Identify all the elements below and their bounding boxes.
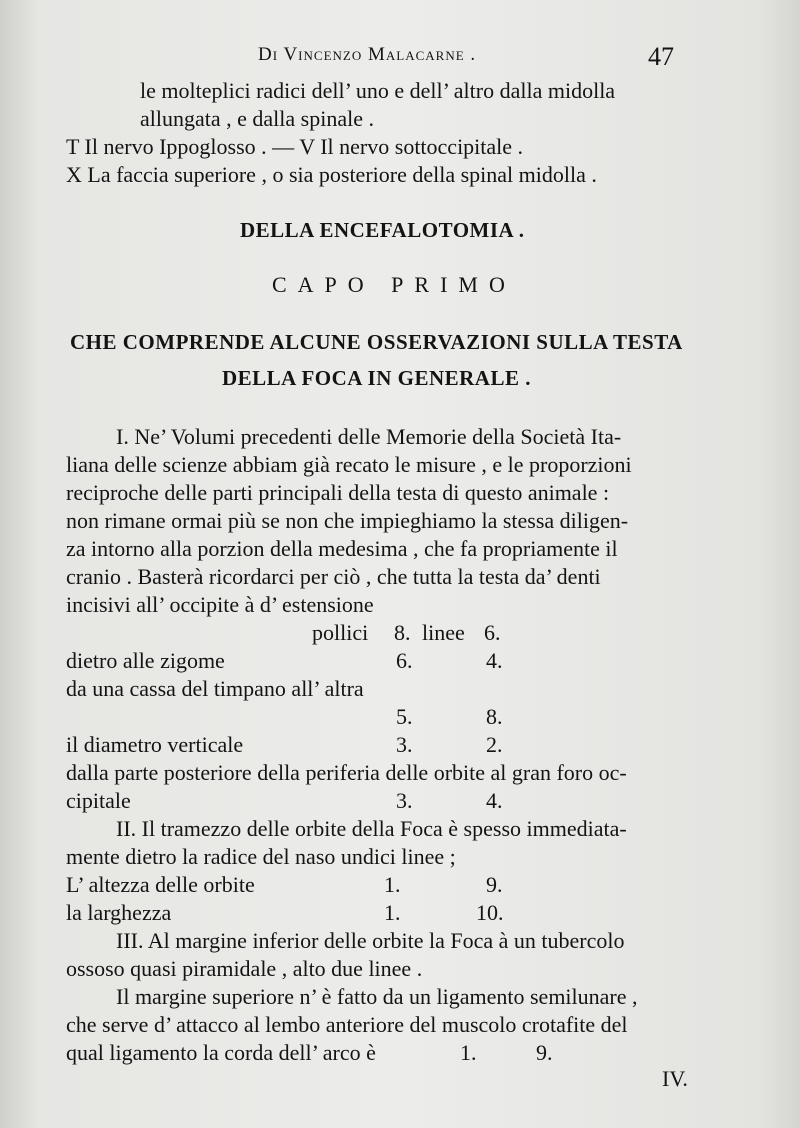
measure-value-first: 3. bbox=[396, 732, 413, 757]
text-line: I. Ne’ Volumi precedenti delle Memorie della Società Ita- bbox=[116, 424, 622, 449]
text-line: cranio . Basterà ricordarci per ciò , che tutta la testa da’ denti bbox=[66, 564, 601, 589]
text-line: non rimane ormai più se non che impieghiamo la stessa diligen- bbox=[66, 508, 629, 533]
measure-value-second: 2. bbox=[486, 732, 503, 757]
measure-unit-label: linee bbox=[422, 620, 465, 645]
text-line: T Il nervo Ippoglosso . — V Il nervo sottoccipitale . bbox=[66, 134, 524, 159]
measure-label: cipitale bbox=[66, 788, 131, 813]
measure-label: da una cassa del timpano all’ altra bbox=[66, 676, 364, 701]
measure-value-first: 1. bbox=[460, 1040, 477, 1065]
measure-value-second: 9. bbox=[486, 872, 503, 897]
chapter-title: CAPO PRIMO bbox=[272, 272, 516, 297]
text-line: III. Al margine inferior delle orbite la Foca à un tubercolo bbox=[116, 928, 625, 953]
measure-value-second: 6. bbox=[484, 620, 501, 645]
text-line: ossoso quasi piramidale , alto due linee . bbox=[66, 956, 423, 981]
text-line: X La faccia superiore , o sia posteriore della spinal midolla . bbox=[66, 162, 597, 187]
text-line: Il margine superiore n’ è fatto da un ligamento semilunare , bbox=[116, 984, 638, 1009]
text-line: mente dietro la radice del naso undici linee ; bbox=[66, 844, 456, 869]
text-line: II. Il tramezzo delle orbite della Foca è spesso immediata- bbox=[116, 816, 627, 841]
text-line: reciproche delle parti principali della testa di questo animale : bbox=[66, 480, 610, 505]
measure-value-first: 1. bbox=[384, 872, 401, 897]
measure-value-second: 9. bbox=[536, 1040, 553, 1065]
measure-value-first: 3. bbox=[396, 788, 413, 813]
text-line: za intorno alla porzion della medesima , che fa propriamente il bbox=[66, 536, 618, 561]
measure-label: la larghezza bbox=[66, 900, 172, 925]
chapter-subtitle: DELLA FOCA IN GENERALE . bbox=[222, 366, 531, 390]
measure-label: L’ altezza delle orbite bbox=[66, 872, 255, 897]
measure-value-first: 1. bbox=[384, 900, 401, 925]
text-line: qual ligamento la corda dell’ arco è bbox=[66, 1040, 376, 1065]
measure-value-first: 6. bbox=[396, 648, 413, 673]
measure-value-second: 8. bbox=[486, 704, 503, 729]
text-line: incisivi all’ occipite à d’ estensione bbox=[66, 592, 374, 617]
chapter-subtitle: CHE COMPRENDE ALCUNE OSSERVAZIONI SULLA TESTA bbox=[70, 330, 683, 354]
text-line: le molteplici radici dell’ uno e dell’ altro dalla midolla bbox=[140, 78, 616, 103]
measure-label: il diametro verticale bbox=[66, 732, 244, 757]
text-line: allungata , e dalla spinale . bbox=[140, 106, 374, 131]
text-line: liana delle scienze abbiam già recato le misure , e le proporzioni bbox=[66, 452, 632, 477]
measure-label: dalla parte posteriore della periferia delle orbite al gran foro oc- bbox=[66, 760, 627, 785]
measure-value-second: 10. bbox=[476, 900, 504, 925]
measure-label: dietro alle zigome bbox=[66, 648, 225, 673]
running-title: Di Vincenzo Malacarne . bbox=[258, 44, 477, 65]
measure-value-first: 5. bbox=[396, 704, 413, 729]
measure-value-first: 8. bbox=[394, 620, 411, 645]
page-signature: IV. bbox=[662, 1066, 688, 1091]
text-line: che serve d’ attacco al lembo anteriore del muscolo crotafite del bbox=[66, 1012, 628, 1037]
measure-value-second: 4. bbox=[486, 648, 503, 673]
measure-value-second: 4. bbox=[486, 788, 503, 813]
page-number: 47 bbox=[648, 42, 674, 71]
section-title: DELLA ENCEFALOTOMIA . bbox=[240, 218, 525, 242]
measure-unit-label: pollici bbox=[312, 620, 369, 645]
